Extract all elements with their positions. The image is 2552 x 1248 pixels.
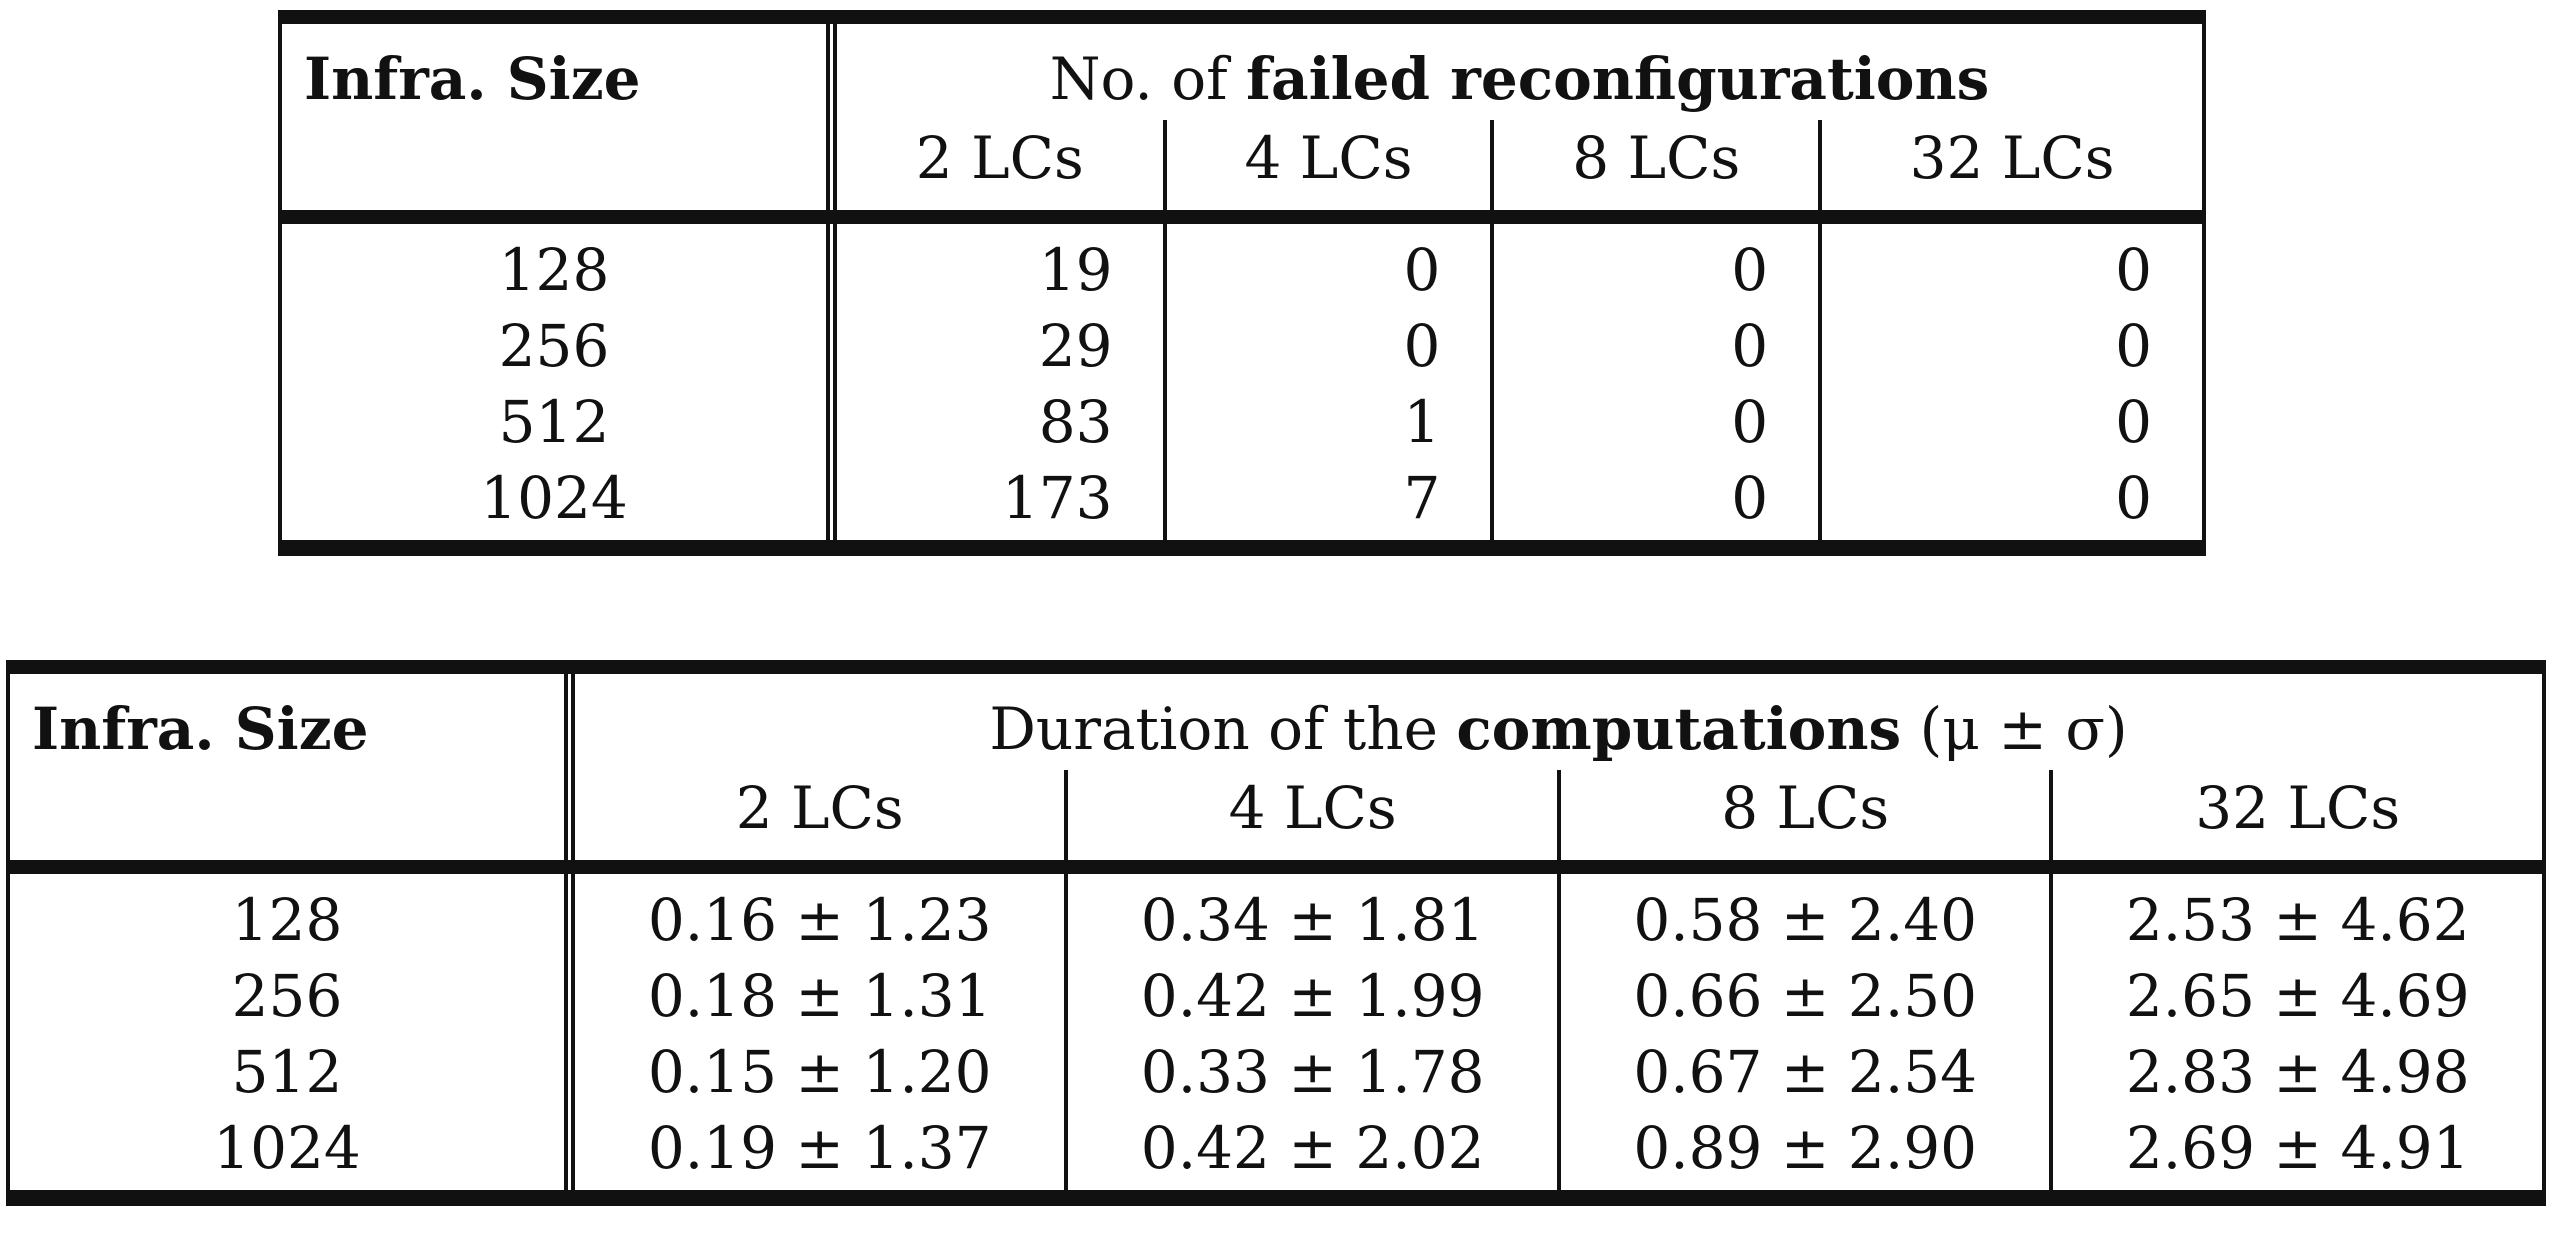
- value-cell: 0.89 ± 2.90: [1559, 1110, 2052, 1198]
- value-cell: 83: [1038, 388, 1113, 456]
- value-cell: 7: [1165, 460, 1493, 548]
- column-header: 4 LCs: [1165, 120, 1493, 217]
- size-cell: 256: [280, 308, 832, 384]
- value-cell: 0: [1492, 460, 1820, 548]
- table-row: [280, 460, 2204, 548]
- value-cell: 2.53 ± 4.62: [2051, 867, 2544, 958]
- value-cell: 0: [1820, 308, 2204, 384]
- value-cell: 173: [832, 460, 1165, 548]
- table-row: [280, 217, 2204, 308]
- value-cell: 0.16 ± 1.23: [570, 867, 1067, 958]
- value-cell: 0.18 ± 1.31: [647, 962, 992, 1030]
- table-row: [280, 384, 2204, 460]
- table-title: [570, 667, 2545, 770]
- column-header: 8 LCs: [1492, 120, 1820, 217]
- row-header: Infra. Size: [8, 667, 570, 867]
- size-cell: 128: [8, 867, 570, 958]
- title-prefix: No. of: [1049, 45, 1247, 113]
- value-cell: 0: [1492, 308, 1820, 384]
- size-cell: 512: [280, 384, 832, 460]
- value-cell: 0: [1492, 384, 1820, 460]
- column-header: 4 LCs: [1066, 770, 1559, 867]
- title-bold: computations: [1456, 695, 1902, 763]
- value-cell: 29: [1038, 312, 1113, 380]
- column-header: 8 LCs: [1559, 770, 2052, 867]
- value-cell: 0: [1820, 384, 2204, 460]
- value-cell: 1: [1165, 384, 1493, 460]
- size-cell: 128: [280, 217, 832, 308]
- value-cell: 0.58 ± 2.40: [1559, 867, 2052, 958]
- value-cell: 0.42 ± 2.02: [1066, 1110, 1559, 1198]
- value-cell: 0.19 ± 1.37: [570, 1110, 1067, 1198]
- title-bold: failed reconfigurations: [1246, 45, 1990, 113]
- title-suffix: (μ ± σ): [1901, 695, 2128, 763]
- column-header: 2 LCs: [915, 124, 1084, 192]
- value-cell: 0: [1820, 217, 2204, 308]
- header-row: [8, 667, 2544, 770]
- value-cell: 0: [1165, 217, 1493, 308]
- value-cell: 19: [832, 217, 1165, 308]
- value-cell: 0: [1165, 308, 1493, 384]
- value-cell: 0.66 ± 2.50: [1559, 958, 2052, 1034]
- column-header: 32 LCs: [1820, 120, 2204, 217]
- failed-reconfigurations-table: [278, 10, 2206, 556]
- size-cell: 1024: [280, 460, 832, 548]
- row-header: Infra. Size: [280, 17, 832, 217]
- table-title: [832, 17, 2205, 120]
- value-cell: 2.65 ± 4.69: [2051, 958, 2544, 1034]
- size-cell: 1024: [8, 1110, 570, 1198]
- value-cell: 0.67 ± 2.54: [1559, 1034, 2052, 1110]
- header-row: [280, 17, 2204, 120]
- value-cell: 2.69 ± 4.91: [2051, 1110, 2544, 1198]
- size-cell: 512: [8, 1034, 570, 1110]
- title-prefix: Duration of the: [989, 695, 1457, 763]
- table-row: [8, 867, 2544, 958]
- value-cell: 0: [1492, 217, 1820, 308]
- value-cell: 0.15 ± 1.20: [647, 1038, 992, 1106]
- column-header: 2 LCs: [735, 774, 904, 842]
- table-row: [8, 1110, 2544, 1198]
- value-cell: 2.83 ± 4.98: [2051, 1034, 2544, 1110]
- computation-duration-table: [6, 660, 2546, 1206]
- value-cell: 0.34 ± 1.81: [1066, 867, 1559, 958]
- table-row: [8, 958, 2544, 1034]
- table-row: [280, 308, 2204, 384]
- value-cell: 0.33 ± 1.78: [1066, 1034, 1559, 1110]
- size-cell: 256: [8, 958, 570, 1034]
- table-row: [8, 1034, 2544, 1110]
- column-header: 32 LCs: [2051, 770, 2544, 867]
- value-cell: 0: [1820, 460, 2204, 548]
- value-cell: 0.42 ± 1.99: [1066, 958, 1559, 1034]
